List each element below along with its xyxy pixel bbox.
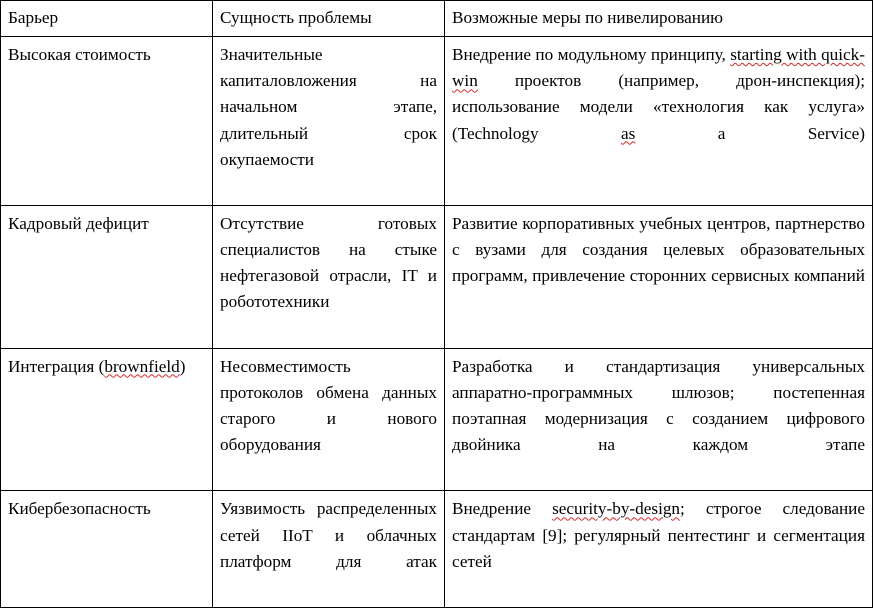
column-header-barrier-label: Барьер [8,8,59,27]
table-header-row [1,1,873,37]
column-header-essence-label: Сущность проблемы [220,8,372,27]
measures-text-part2: проектов (например, дрон-инспекция); использование модели «технология как услуга» (Technology [452,71,865,143]
measures-text-spellcheck-1: security-by-design [552,499,681,519]
column-header-essence [213,1,445,37]
barrier-text: Кибербезопасность [8,499,151,519]
measures-text-part1: Внедрение по модульному принципу, [452,45,731,65]
table-row [1,348,873,491]
measures-text-part1: Внедрение [452,499,553,519]
cell-measures [445,348,873,491]
table-row [1,37,873,206]
measures-text-part2: ; строгое следование стандартам [9]; регулярный пентестинг и сегментация сетей [452,499,865,571]
essence-text: Значительные капиталовложения на начальном этапе, длительный срок окупаемости [220,45,437,169]
barrier-text-part1: Интеграция ( [8,356,105,376]
measures-text-spellcheck-1: starting with quick-win [452,45,865,91]
barrier-text: Кадровый дефицит [8,213,149,233]
cell-barrier [1,348,213,491]
cell-measures [445,37,873,206]
essence-text: Уязвимость распределенных сетей IIoT и облачных платформ для атак [220,499,437,571]
barrier-text-spellcheck: brownfield [104,356,180,376]
cell-measures [445,205,873,348]
measures-text-spellcheck-2: as [621,123,636,143]
cell-essence [213,491,445,608]
column-header-measures-label: Возможные меры по нивелированию [452,8,723,27]
essence-text: Отсутствие готовых специалистов на стыке нефтегазовой отрасли, IT и робототехники [220,213,437,312]
barrier-text-part2: ) [179,356,186,376]
cell-measures [445,491,873,608]
cell-barrier [1,205,213,348]
measures-text-part3: a Service) [635,123,866,143]
essence-text: Несовместимость протоколов обмена данных старого и нового оборудования [220,356,437,455]
barrier-text: Высокая стоимость [8,45,151,65]
table-row [1,205,873,348]
cell-essence [213,348,445,491]
column-header-barrier [1,1,213,37]
cell-barrier [1,37,213,206]
cell-barrier [1,491,213,608]
column-header-measures [445,1,873,37]
measures-text-part1: Развитие корпоративных учебных центров, партнерство с вузами для создания целевых образовательных программ, привлечение сторонних сервисных компаний [452,213,865,286]
cell-essence [213,37,445,206]
cell-essence [213,205,445,348]
table-row [1,491,873,608]
measures-text-part1: Разработка и стандартизация универсальных аппаратно-программных шлюзов; постепенная поэтапная модернизация с созданием цифрового двойника на каждом этапе [452,356,865,455]
